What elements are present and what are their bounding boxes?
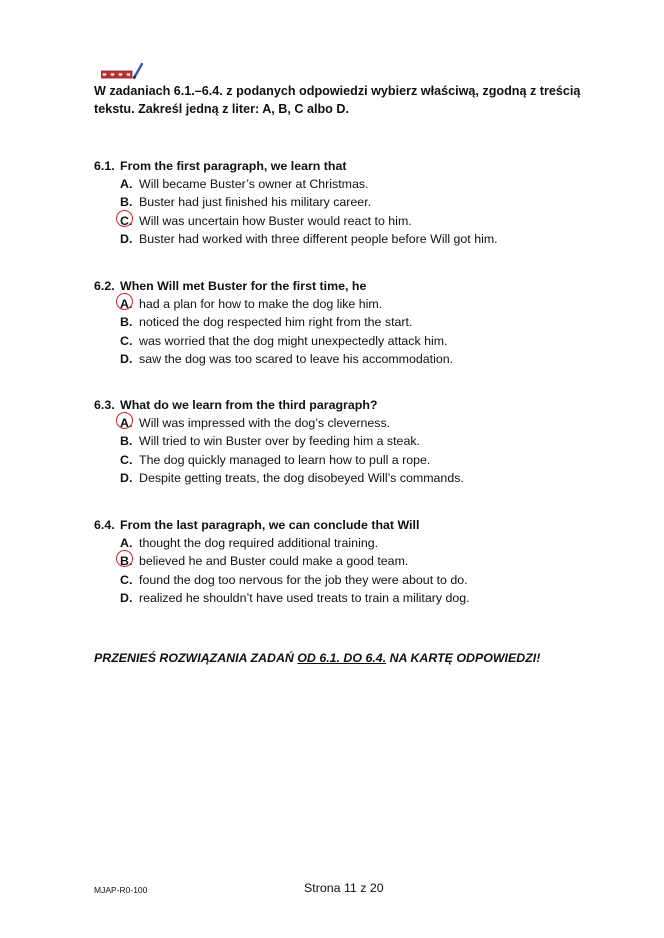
option-text: found the dog too nervous for the job they were about to do.: [139, 572, 468, 587]
transfer-answers-note: [94, 651, 540, 665]
note-underlined: OD 6.1. DO 6.4.: [297, 651, 387, 665]
question-text: What do we learn from the third paragraph?: [120, 398, 378, 412]
option-text: Will was uncertain how Buster would react to him.: [139, 213, 412, 228]
question: [94, 277, 574, 295]
letter-text: C.: [120, 213, 133, 228]
task-instruction: [94, 82, 594, 118]
note-part-2: NA KARTĘ ODPOWIEDZI!: [386, 651, 541, 665]
option-text: had a plan for how to make the dog like him.: [139, 297, 383, 311]
option-b[interactable]: [94, 552, 574, 570]
option-text: Buster had just finished his military career.: [139, 195, 372, 210]
option-letter: D.: [120, 231, 133, 246]
note-part-1: PRZENIEŚ ROZWIĄZANIA ZADAŃ: [94, 651, 298, 665]
exam-code: MJAP-R0-100: [94, 885, 148, 895]
option-text: Buster had worked with three different people before Will got him.: [139, 231, 498, 246]
question: [94, 157, 574, 175]
answer-circle-icon: [116, 412, 133, 429]
question-number: 6.1.: [94, 159, 115, 173]
option-c[interactable]: [94, 451, 574, 469]
option-letter: B.: [120, 434, 133, 449]
letter-text: B.: [120, 554, 133, 569]
instruction-line-1: W zadaniach 6.1.–6.4. z podanych odpowiedzi wybierz właściwą, zgodną z treścią: [94, 84, 581, 98]
instruction-line-2: tekstu. Zakreśl jedną z liter: A, B, C albo D.: [94, 102, 349, 116]
option-letter: A.: [120, 536, 133, 550]
option-b[interactable]: [94, 432, 574, 450]
option-text: Will became Buster’s owner at Christmas.: [139, 177, 369, 191]
option-b[interactable]: [94, 313, 574, 331]
option-a[interactable]: [94, 175, 574, 193]
option-text: The dog quickly managed to learn how to pull a rope.: [139, 452, 431, 467]
option-letter-circled: [120, 212, 139, 230]
task-6-4: [94, 516, 574, 607]
question-text: From the last paragraph, we can conclude that Will: [120, 518, 420, 532]
option-c[interactable]: [94, 212, 574, 230]
option-text: Will tried to win Buster over by feeding him a steak.: [139, 434, 420, 449]
option-letter: D.: [120, 351, 133, 366]
question: [94, 396, 574, 414]
question-number: 6.2.: [94, 279, 115, 293]
option-letter: C.: [120, 572, 133, 587]
option-text: saw the dog was too scared to leave his accommodation.: [139, 351, 454, 366]
task-6-3: [94, 396, 574, 487]
option-letter-circled: [120, 295, 139, 313]
option-letter: D.: [120, 590, 133, 605]
option-a[interactable]: [94, 534, 574, 552]
option-b[interactable]: [94, 193, 574, 211]
option-a[interactable]: [94, 295, 574, 313]
option-c[interactable]: [94, 571, 574, 589]
option-text: Will was impressed with the dog’s cleverness.: [139, 416, 391, 430]
option-c[interactable]: [94, 332, 574, 350]
option-a[interactable]: [94, 414, 574, 432]
answer-circle-icon: [116, 210, 133, 227]
closed-task-pencil-icon: [101, 63, 143, 81]
option-text: Despite getting treats, the dog disobeyed Will’s commands.: [139, 470, 464, 485]
option-d[interactable]: [94, 469, 574, 487]
question-number: 6.4.: [94, 518, 115, 532]
option-letter: A.: [120, 177, 133, 191]
option-letter: B.: [120, 195, 133, 210]
option-d[interactable]: [94, 230, 574, 248]
option-letter: D.: [120, 470, 133, 485]
option-d[interactable]: [94, 350, 574, 368]
option-letter-circled: [120, 414, 139, 432]
option-letter-circled: [120, 552, 139, 570]
option-letter: C.: [120, 333, 133, 348]
letter-text: A.: [120, 297, 133, 311]
option-d[interactable]: [94, 589, 574, 607]
question-text: When Will met Buster for the first time, he: [120, 279, 367, 293]
task-6-2: [94, 277, 574, 368]
option-letter: B.: [120, 315, 133, 330]
page-number: Strona 11 z 20: [304, 881, 384, 895]
question: [94, 516, 574, 534]
letter-text: A.: [120, 416, 133, 430]
option-text: noticed the dog respected him right from the start.: [139, 315, 413, 330]
task-6-1: [94, 157, 574, 248]
question-text: From the first paragraph, we learn that: [120, 159, 347, 173]
option-text: realized he shouldn’t have used treats to train a military dog.: [139, 590, 470, 605]
option-letter: C.: [120, 452, 133, 467]
question-number: 6.3.: [94, 398, 115, 412]
option-text: thought the dog required additional training.: [139, 536, 379, 550]
option-text: was worried that the dog might unexpectedly attack him.: [139, 333, 448, 348]
answer-circle-icon: [116, 293, 133, 310]
option-text: believed he and Buster could make a good team.: [139, 554, 409, 569]
